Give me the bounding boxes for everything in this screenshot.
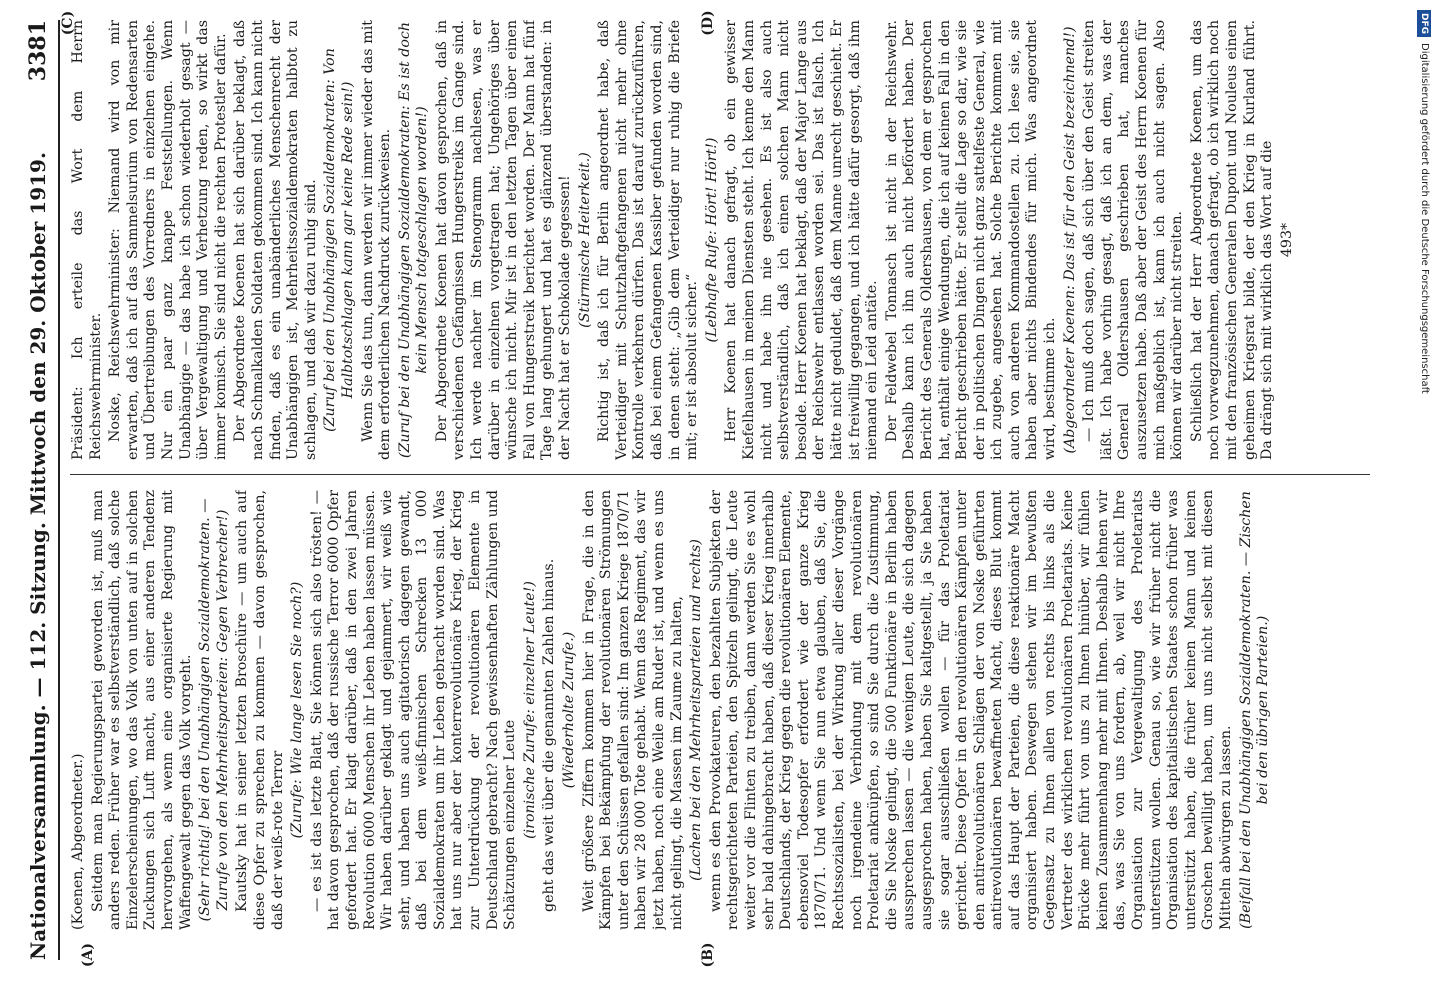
paragraph: geht das weit über die genannten Zahlen hinaus.	[541, 558, 558, 912]
paragraph: Präsident: Ich erteile das Wort dem Herrn Reichswehrminister.	[70, 20, 104, 460]
page-header	[18, 20, 60, 960]
margin-marker-a: (A)	[80, 942, 96, 968]
paragraph: Noske, Reichswehrminister: Niemand wird von mir erwarten, daß ich auf das Sammelsurium von Redensarten und Übertreibungen des Vorredners in einzelnen eingehe. Nur ein paar ganz knappe Feststellungen. Wenn Unabhängige — das habe ich schon wiederholt gesagt — über Vergewaltigung und Verhetzung reden, so wirkt das immer komisch. Sie sind nicht die rechten Protestler dafür.	[107, 20, 229, 460]
paragraph: wenn es den Provokateuren, den bezahlten Subjekten der rechtsgerichteten Parteien, den Spitzeln gelingt, die Leute weiter vor die Flinten zu treiben, dann werden Sie es wohl sehr bald dahingebracht haben, daß dieser Krieg innerhalb Deutschlands, der Krieg gegen die revolutionären Elemente, ebensoviel Todesopfer erfordert wie der ganze Krieg 1870/71. Und wenn Sie nun etwa glauben, daß Sie, die Rechtssozialisten, bei der Wirkung aller dieser Vorgänge noch irgendeine Verbindung mit dem revolutionären Proletariat anknüpfen, so sind Sie durch die Zustimmung, die Sie Noske gelingt, die 500 Funktionäre in Berlin haben aussprechen lassen — die wenigen Leute, die sich dagegen ausgesprochen haben, haben Sie kaltgestellt, ja Sie haben sie sogar ausschließen wollen — für das Proletariat gerichtet. Diese Opfer in den revolutionären Kämpfen unter den antirevolutionären Schlägen der von Noske geführten antirevolutionären bewaffneten Macht, dieses Blut kommt auf das Haupt der Parteien, die diese reaktionäre Macht organisiert haben. Deswegen stehen wir im bewußten Gegensatz zu Ihnen allen von rechts bis links als die Vertreter des wirklichen revolutionären Proletariats. Keine Brücke mehr führt von uns zu Ihnen hinüber, wir fühlen keinen Zusammenhang mehr mit Ihnen. Deshalb lehnen wir das, was Sie von uns fordern, ab, weil wir nicht Ihre Organisation zur Vergewaltigung des Proletariats unterstützen wollen. Genau so, wie wir früher nicht die Organisation des kapitalistischen Staates schon früher was unterstützt haben, die früher keinen Mann und keinen Groschen bewilligt haben, um uns nicht selbst mit diesen Mitteln abwürgen zu lassen.	[707, 490, 1234, 930]
paragraph: Schließlich hat der Herr Abgeordnete Koenen, um das noch vorwegzunehmen, danach gefragt, ob ich wirklich noch mit den französischen Generalen Dupont und Nouleus einen geheimen Kriegsrat bilde, der den Krieg in Kurland führt. Da drängt sich mit wirklich das Wort auf die	[1188, 20, 1276, 460]
stage-direction: (Stürmische Heiterkeit.)	[576, 152, 593, 328]
paragraph: Richtig ist, daß ich für Berlin angeordnet habe, daß Verteidiger mit Schutzhaftgefangenen nicht mehr ohne Kontrolle verkehren dürfen. Das ist darauf zurückzuführen, daß bei einem Gefangenen Kassiber gefunden worden sind, in denen steht: „Gib dem Verteidiger nur ruhig die Briefe mit; er ist absolut sicher.“	[596, 20, 701, 460]
paragraph: 493*	[1278, 222, 1295, 258]
right-column	[70, 20, 1390, 460]
stage-direction: (Zurufe: Wie lange lesen Sie noch?)	[289, 581, 306, 839]
paragraph: Herr Koenen hat danach gefragt, ob ein gewisser Kiefelhausen in meinen Diensten steht. Ich kenne den Mann nicht und habe ihn nie gesehen. Es ist also auch selbstverständlich, daß ich einen solchen Mann nicht besolde. Herr Koenen hat beklagt, daß der Major Lange aus der Reichswehr entlassen worden sei. Das ist falsch. Ich hätte nicht geduldet, daß dem Manne unrecht geschieht. Er ist freiwillig gegangen, und ich hätte dafür gesorgt, daß ihm niemand ein Leid antäte.	[723, 20, 881, 460]
stage-direction: (Zuruf bei den Unabhängigen Sozialdemokraten: Von Halbtotschlagen kann gar keine Rede sein!)	[322, 48, 356, 432]
dfg-logo: DFG	[1417, 10, 1431, 37]
paragraph: Kautsky hat in seiner letzten Broschüre — um auch auf diese Opfer zu sprechen zu kommen — davon gesprochen, daß der weiß-rote Terror	[234, 490, 286, 930]
paragraph: Der Feldwebel Tonnasch ist nicht in der Reichswehr. Deshalb kann ich ihn auch nicht befördert haben. Der Bericht des Generals Oldershausen, von dem er gesprochen hat, enthält einige Wendungen, die ich auf keinen Fall in den Bericht geschrieben hätte. Er stellt die Lage so dar, wie sie der in politischen Dingen nicht ganz sattelfeste General, wie ich zugebe, angesehen hat. Solche Berichte kommen mit auch von anderen Kommandostellen zu. Ich lese sie, sie haben aber nichts Bindendes für mich. Was angeordnet wird, bestimme ich.	[883, 20, 1059, 460]
paragraph: Wenn Sie das tun, dann werden wir immer wieder das mit dem erforderlichen Nachdruck zurückweisen.	[359, 20, 394, 460]
paragraph: Weit größere Ziffern kommen hier in Frage, die in den Kämpfen bei Bekämpfung der revolutionären Strömungen unter den Schüssen gefallen sind: Im ganzen Kriege 1870/71 haben wir 28 000 Tote gehabt. Wenn das Regiment, das wir jetzt haben, noch eine Weile am Ruder ist, und wenn es uns nicht gelingt, die Massen im Zaume zu halten,	[580, 490, 685, 930]
header-title: Nationalversammlung. — 112. Sitzung. Mittwoch den 29. Oktober 1919.	[26, 152, 50, 960]
column-divider	[70, 474, 1370, 475]
paragraph: — Ich muß doch sagen, daß sich über den Geist streiten läßt. Ich habe vorhin gesagt, daß ich an dem, was der General Oldershausen geschrieben hat, manches auszusetzen habe. Daß aber der Geist des Herrn Koenen für mich maßgeblich ist, kann ich auch nicht sagen. Also können wir darüber nicht streiten.	[1081, 20, 1186, 460]
stage-direction: (ironische Zurufe: einzelner Leute!)	[521, 581, 538, 839]
paragraph: — es ist das letzte Blatt, Sie können sich also trösten! — hat davon gesprochen, daß der russische Terror 6000 Opfer gefordert hat. Er klagt darüber, daß in den zwei Jahren Revolution 6000 Menschen ihr Leben haben lassen müssen. Wir haben darüber geklagt und gejammert, wir weiß wie sehr, und haben uns auch agitatorisch dagegen gewandt, daß bei dem weiß-finnischen Schrecken 13 000 Sozialdemokraten um ihr Leben gebracht worden sind. Was hat uns nur aber der konterrevolutionäre Krieg, der Krieg zur Unterdrückung der revolutionären Elemente in Deutschland gebracht? Nach gewissenhaften Zählungen und Schätzungen einzelner Leute	[308, 490, 519, 930]
stage-direction: (Zuruf bei den Unabhängigen Sozialdemokraten: Es ist doch kein Mensch totgeschlagen worden!)	[396, 22, 431, 458]
left-column	[70, 490, 1390, 930]
stage-direction: (Sehr richtig! bei den Unabhängigen Sozialdemokraten. — Zurufe von den Mehrheitsparteien: Gegen Verbrecher!)	[197, 498, 231, 922]
digitization-credit	[1415, 10, 1433, 990]
stage-direction: (Beifall bei den Unabhängigen Sozialdemokraten. — Zischen bei den übrigen Parteien.)	[1237, 491, 1272, 929]
page-number: 3381	[25, 20, 51, 82]
paragraph: Der Abgeordnete Koenen hat davon gesprochen, daß in verschiedenen Gefängnissen Hungerstreiks im Gange sind. Ich werde nachher im Stenogramm nachlesen, was er darüber in einzelnen vorgetragen hat; Ungehöriges über wünsche ich nicht. Mir ist in den letzten Tagen über einen Fall von Hungerstreik berichtet worden. Der Mann hat fünf Tage lang gehungert und hat es glänzend überstanden: in der Nacht hat er Schokolade gegessen!	[433, 20, 574, 460]
margin-marker-c: (C)	[60, 10, 76, 36]
paragraph: Seitdem man Regierungspartei geworden ist, muß man anders reden. Früher war es selbstverständlich, daß solche Einzelerscheinungen, wo das Volk von unten auf in solchen Zuckungen sich Luft macht, aus einer anderen Tendenz hervorgehen, als wenn eine organisierte Regierung mit Waffengewalt gegen das Volk vorgeht.	[89, 490, 194, 930]
stage-direction: (Abgeordneter Koenen: Das ist für den Geist bezeichnend!)	[1061, 26, 1078, 454]
stage-direction: (Wiederholte Zurufe.)	[561, 631, 578, 789]
paragraph: (Koenen, Abgeordneter.)	[70, 753, 86, 930]
digitization-credit-text: Digitalisierung gefördert durch die Deutsche Forschungsgemeinschaft	[1419, 43, 1430, 394]
stage-direction: (Lachen bei den Mehrheitsparteien und rechts)	[688, 539, 705, 881]
margin-marker-b: (B)	[700, 942, 716, 968]
paragraph: Der Abgeordnete Koenen hat sich darüber beklagt, daß nach Schmalkalden Soldaten gekommen sind. Ich kann nicht finden, daß es ein unabänderliches Menschenrecht der Unabhängigen ist, Mehrheitssozialdemokraten halbtot zu schlagen, und daß wir dazu ruhig sind.	[232, 20, 319, 460]
stage-direction: (Lebhafte Rufe: Hört! Hört!)	[703, 137, 720, 343]
margin-marker-d: (D)	[700, 10, 716, 36]
